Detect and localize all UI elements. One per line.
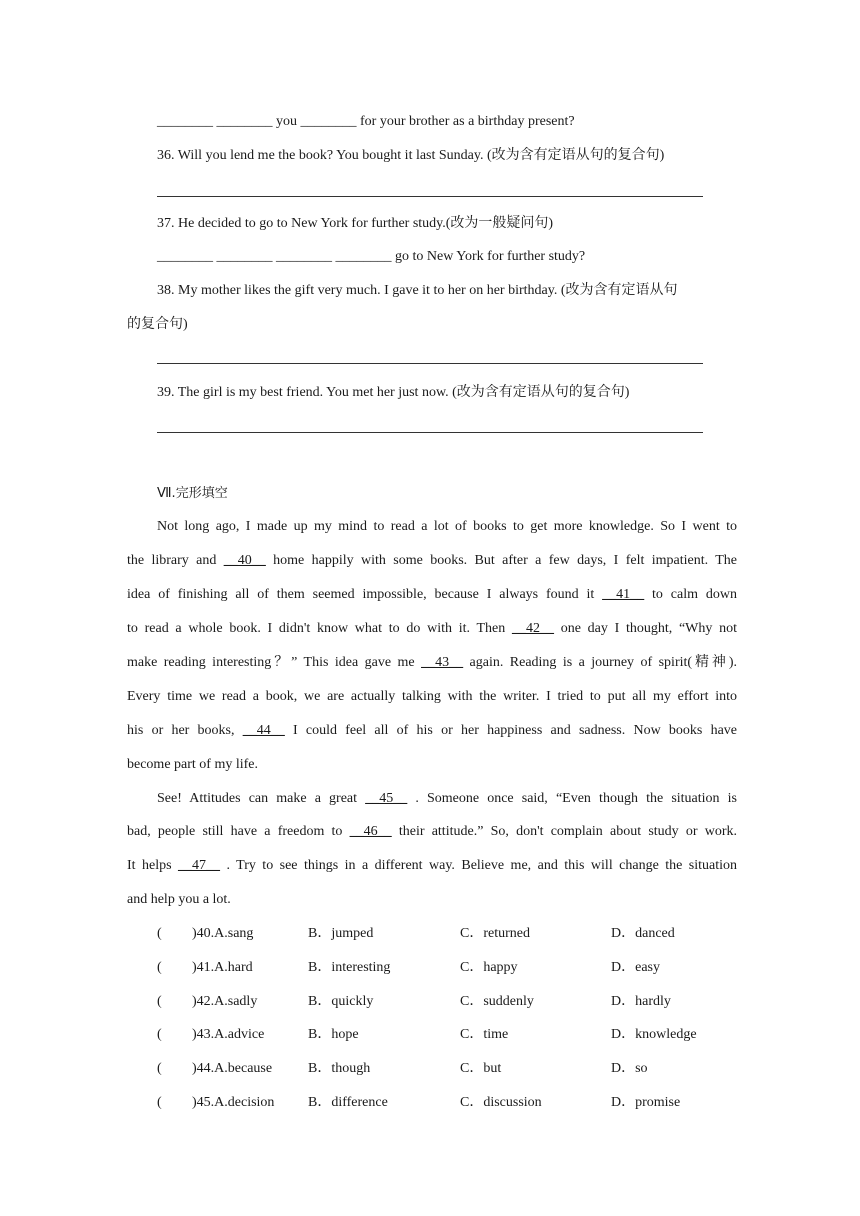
option-b: B．jumped (308, 926, 374, 941)
option-a: )45.A.decision (192, 1095, 275, 1110)
option-a: )44.A.because (192, 1061, 273, 1076)
passage-line (127, 856, 737, 876)
passage-line (157, 789, 737, 809)
passage-text: to calm down (652, 587, 737, 602)
option-d: D．so (611, 1061, 648, 1076)
passage-text: make reading interesting？” This idea gave me (127, 655, 415, 670)
option-d: D．easy (611, 960, 660, 975)
answer-paren: ( (157, 926, 162, 941)
passage-line: become part of my life. (127, 757, 259, 772)
option-b: B．interesting (308, 960, 391, 975)
option-c: C．but (460, 1061, 502, 1076)
blank-40: __40__ (223, 553, 266, 568)
option-c: C．suddenly (460, 994, 534, 1009)
answer-paren: ( (157, 960, 162, 975)
question-37: 37. He decided to go to New York for further study.(改为一般疑问句) (157, 216, 554, 231)
passage-text: again. Reading is a journey of spirit(精神). (469, 655, 738, 670)
option-d: D．hardly (611, 994, 671, 1009)
blank-42: __42__ (511, 621, 554, 636)
option-a: )40.A.sang (192, 926, 254, 941)
option-b: B．quickly (308, 994, 374, 1009)
passage-line (127, 585, 737, 605)
passage-line: and help you a lot. (127, 892, 231, 907)
blank-44: __44__ (242, 723, 285, 738)
blank-47: __47__ (178, 858, 220, 873)
answer-paren: ( (157, 1027, 162, 1042)
question-36: 36. Will you lend me the book? You bought it last Sunday. (改为含有定语从句的复合句) (157, 148, 665, 163)
option-b: B．hope (308, 1027, 359, 1042)
blank-41: __41__ (602, 587, 645, 602)
blank-45: __45__ (365, 791, 408, 806)
passage-text: . Try to see things in a different way. Believe me, and this will change the situation (226, 858, 738, 873)
answer-paren: ( (157, 1061, 162, 1076)
answer-line-39 (157, 432, 703, 433)
passage-text: . Someone once said, “Even though the situation is (415, 791, 738, 806)
option-c: C．returned (460, 926, 530, 941)
option-c: C．discussion (460, 1095, 542, 1110)
blank-46: __46__ (349, 824, 392, 839)
option-d: D．promise (611, 1095, 681, 1110)
option-d: D．knowledge (611, 1027, 697, 1042)
passage-text: home happily with some books. But after a few days, I felt impatient. The (273, 553, 738, 568)
passage-line: Not long ago, I made up my mind to read a lot of books to get more knowledge. So I went to (157, 519, 737, 534)
answer-line-36 (157, 196, 703, 197)
passage-line (127, 619, 737, 639)
passage-text: their attitude.” So, don't complain about study or work. (398, 824, 737, 839)
answer-line-38 (157, 363, 703, 364)
passage-line (127, 721, 737, 741)
passage-line (127, 653, 737, 673)
passage-text: It helps (127, 858, 172, 873)
passage-text: to read a whole book. I didn't know what to do with it. Then (127, 621, 506, 636)
passage-text: I could feel all of his or her happiness and sadness. Now books have (292, 723, 738, 738)
answer-paren: ( (157, 994, 162, 1009)
answer-paren: ( (157, 1095, 162, 1110)
question-38-line2: 的复合句) (127, 317, 188, 332)
blank-43: __43__ (421, 655, 464, 670)
question-39: 39. The girl is my best friend. You met her just now. (改为含有定语从句的复合句) (157, 385, 630, 400)
option-c: C．time (460, 1027, 509, 1042)
option-c: C．happy (460, 960, 518, 975)
option-a: )42.A.sadly (192, 994, 258, 1009)
option-d: D．danced (611, 926, 675, 941)
option-b: B．though (308, 1061, 371, 1076)
passage-line (127, 822, 737, 842)
option-a: )41.A.hard (192, 960, 253, 975)
option-a: )43.A.advice (192, 1027, 265, 1042)
question-38-line1: 38. My mother likes the gift very much. I gave it to her on her birthday. (改为含有定语从句 (157, 283, 678, 298)
passage-line (127, 551, 737, 571)
option-b: B．difference (308, 1095, 388, 1110)
passage-text: idea of finishing all of them seemed impossible, because I always found it (127, 587, 595, 602)
section-heading: Ⅶ.完形填空 (157, 486, 228, 501)
question-37-blanks: ________ ________ ________ ________ go to New York for further study? (157, 249, 586, 264)
passage-text: one day I thought, “Why not (560, 621, 738, 636)
q35-continuation: ________ ________ you ________ for your brother as a birthday present? (157, 114, 575, 129)
passage-text: his or her books, (127, 723, 235, 738)
passage-text: the library and (127, 553, 217, 568)
passage-text: bad, people still have a freedom to (127, 824, 343, 839)
passage-line: Every time we read a book, we are actually talking with the writer. I tried to put all my effort into (127, 689, 737, 704)
passage-text: See! Attitudes can make a great (157, 791, 358, 806)
